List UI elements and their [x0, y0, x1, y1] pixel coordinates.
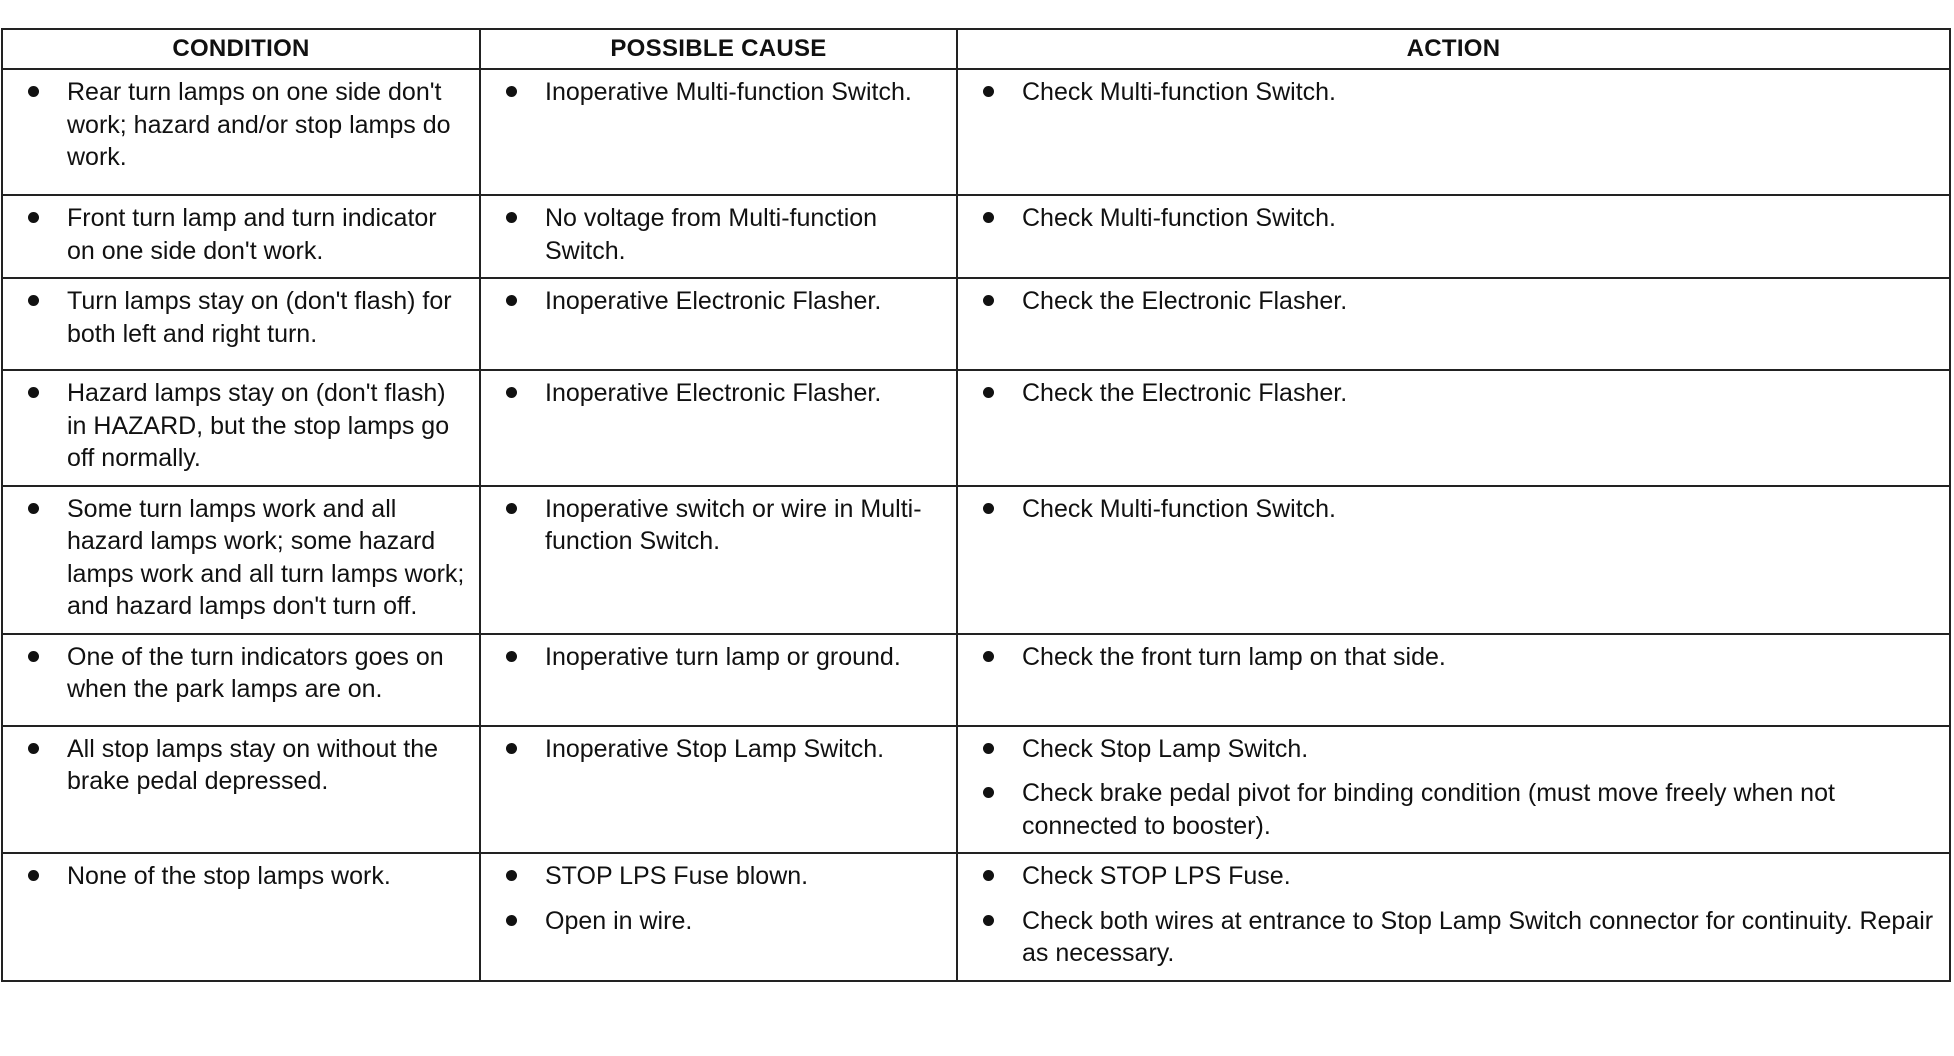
action-cell [957, 69, 1950, 195]
action-cell [957, 726, 1950, 854]
bullet-icon [983, 915, 994, 926]
possible-cause-cell [480, 853, 957, 981]
bullet-icon [506, 295, 517, 306]
troubleshooting-table [1, 28, 1951, 982]
list-item [481, 493, 948, 558]
list-item [481, 285, 948, 318]
list-item [3, 641, 471, 706]
table-row [2, 853, 1950, 981]
list-item [481, 733, 948, 766]
condition-cell [2, 634, 480, 726]
action-cell [957, 195, 1950, 278]
header-condition: CONDITION [2, 29, 480, 69]
list-item [481, 202, 948, 267]
list-item [481, 905, 948, 938]
bullet-icon [506, 743, 517, 754]
table-row [2, 195, 1950, 278]
header-action: ACTION [957, 29, 1950, 69]
item-text: Hazard lamps stay on (don't flash) in HAZARD, but the stop lamps go off normally. [67, 379, 450, 472]
bullet-icon [983, 212, 994, 223]
bullet-icon [506, 870, 517, 881]
action-cell [957, 634, 1950, 726]
item-text: Front turn lamp and turn indicator on one side don't work. [67, 204, 437, 265]
item-text: Check the front turn lamp on that side. [1022, 642, 1446, 671]
bullet-icon [28, 387, 39, 398]
table-row [2, 634, 1950, 726]
bullet-icon [983, 787, 994, 798]
item-text: Check the Electronic Flasher. [1022, 379, 1348, 407]
condition-cell [2, 486, 480, 634]
list-item [958, 493, 1941, 526]
possible-cause-cell [480, 726, 957, 854]
table-row [2, 69, 1950, 195]
bullet-icon [28, 651, 39, 662]
table-header-row [2, 29, 1950, 69]
item-text: None of the stop lamps work. [67, 862, 391, 890]
table-row [2, 726, 1950, 854]
bullet-icon [506, 86, 517, 97]
bullet-icon [506, 212, 517, 223]
list-item [958, 860, 1941, 893]
header-possible-cause: POSSIBLE CAUSE [480, 29, 957, 69]
bullet-icon [28, 86, 39, 97]
item-text: Check Multi-function Switch. [1022, 494, 1337, 523]
item-text: Check the Electronic Flasher. [1022, 287, 1348, 315]
possible-cause-cell [480, 634, 957, 726]
bullet-icon [983, 743, 994, 754]
bullet-icon [983, 870, 994, 881]
list-item [3, 493, 471, 623]
list-item [958, 733, 1941, 766]
list-item [3, 76, 471, 174]
item-text: Open in wire. [545, 906, 693, 935]
item-text: Check Stop Lamp Switch. [1022, 734, 1309, 763]
condition-cell [2, 195, 480, 278]
action-cell [957, 370, 1950, 486]
list-item [3, 733, 471, 798]
bullet-icon [506, 915, 517, 926]
possible-cause-cell [480, 370, 957, 486]
possible-cause-cell [480, 486, 957, 634]
bullet-icon [983, 503, 994, 514]
item-text: Check both wires at entrance to Stop Lamp Switch connector for continuity. Repair as necessary. [1022, 906, 1934, 967]
item-text: Check Multi-function Switch. [1022, 204, 1337, 232]
item-text: Check brake pedal pivot for binding condition (must move freely when not connected to booster). [1022, 779, 1835, 840]
action-cell [957, 486, 1950, 634]
bullet-icon [28, 503, 39, 514]
item-text: Check STOP LPS Fuse. [1022, 862, 1291, 890]
bullet-icon [983, 295, 994, 306]
bullet-icon [28, 295, 39, 306]
table-body [2, 69, 1950, 981]
item-text: Check Multi-function Switch. [1022, 78, 1337, 106]
list-item [3, 285, 471, 350]
bullet-icon [506, 651, 517, 662]
possible-cause-cell [480, 69, 957, 195]
list-item [481, 76, 948, 109]
condition-cell [2, 370, 480, 486]
condition-cell [2, 69, 480, 195]
action-cell [957, 278, 1950, 370]
list-item [3, 860, 471, 893]
item-text: One of the turn indicators goes on when the park lamps are on. [67, 642, 444, 703]
list-item [481, 377, 948, 410]
bullet-icon [28, 870, 39, 881]
item-text: Inoperative Multi-function Switch. [545, 78, 912, 106]
item-text: Inoperative Electronic Flasher. [545, 287, 882, 315]
list-item [3, 202, 471, 267]
item-text: All stop lamps stay on without the brake pedal depressed. [67, 734, 439, 795]
bullet-icon [28, 212, 39, 223]
table-row [2, 278, 1950, 370]
bullet-icon [506, 503, 517, 514]
list-item [958, 905, 1941, 970]
list-item [481, 641, 948, 674]
item-text: Rear turn lamps on one side don't work; hazard and/or stop lamps do work. [67, 78, 451, 171]
table-row [2, 486, 1950, 634]
list-item [958, 202, 1941, 235]
table-row [2, 370, 1950, 486]
condition-cell [2, 726, 480, 854]
list-item [958, 377, 1941, 410]
bullet-icon [983, 387, 994, 398]
possible-cause-cell [480, 195, 957, 278]
possible-cause-cell [480, 278, 957, 370]
item-text: Inoperative switch or wire in Multi-function Switch. [545, 494, 922, 555]
condition-cell [2, 278, 480, 370]
list-item [958, 285, 1941, 318]
item-text: Inoperative Stop Lamp Switch. [545, 734, 885, 763]
bullet-icon [983, 86, 994, 97]
condition-cell [2, 853, 480, 981]
action-cell [957, 853, 1950, 981]
list-item [958, 641, 1941, 674]
list-item [3, 377, 471, 475]
item-text: Some turn lamps work and all hazard lamps work; some hazard lamps work and all turn lamps work; and hazard lamps don't turn off. [67, 494, 465, 620]
item-text: Turn lamps stay on (don't flash) for both left and right turn. [67, 287, 452, 348]
bullet-icon [506, 387, 517, 398]
bullet-icon [28, 743, 39, 754]
list-item [958, 76, 1941, 109]
item-text: Inoperative turn lamp or ground. [545, 642, 901, 671]
item-text: STOP LPS Fuse blown. [545, 862, 809, 890]
item-text: No voltage from Multi-function Switch. [545, 204, 878, 265]
bullet-icon [983, 651, 994, 662]
item-text: Inoperative Electronic Flasher. [545, 379, 882, 407]
list-item [481, 860, 948, 893]
list-item [958, 777, 1941, 842]
